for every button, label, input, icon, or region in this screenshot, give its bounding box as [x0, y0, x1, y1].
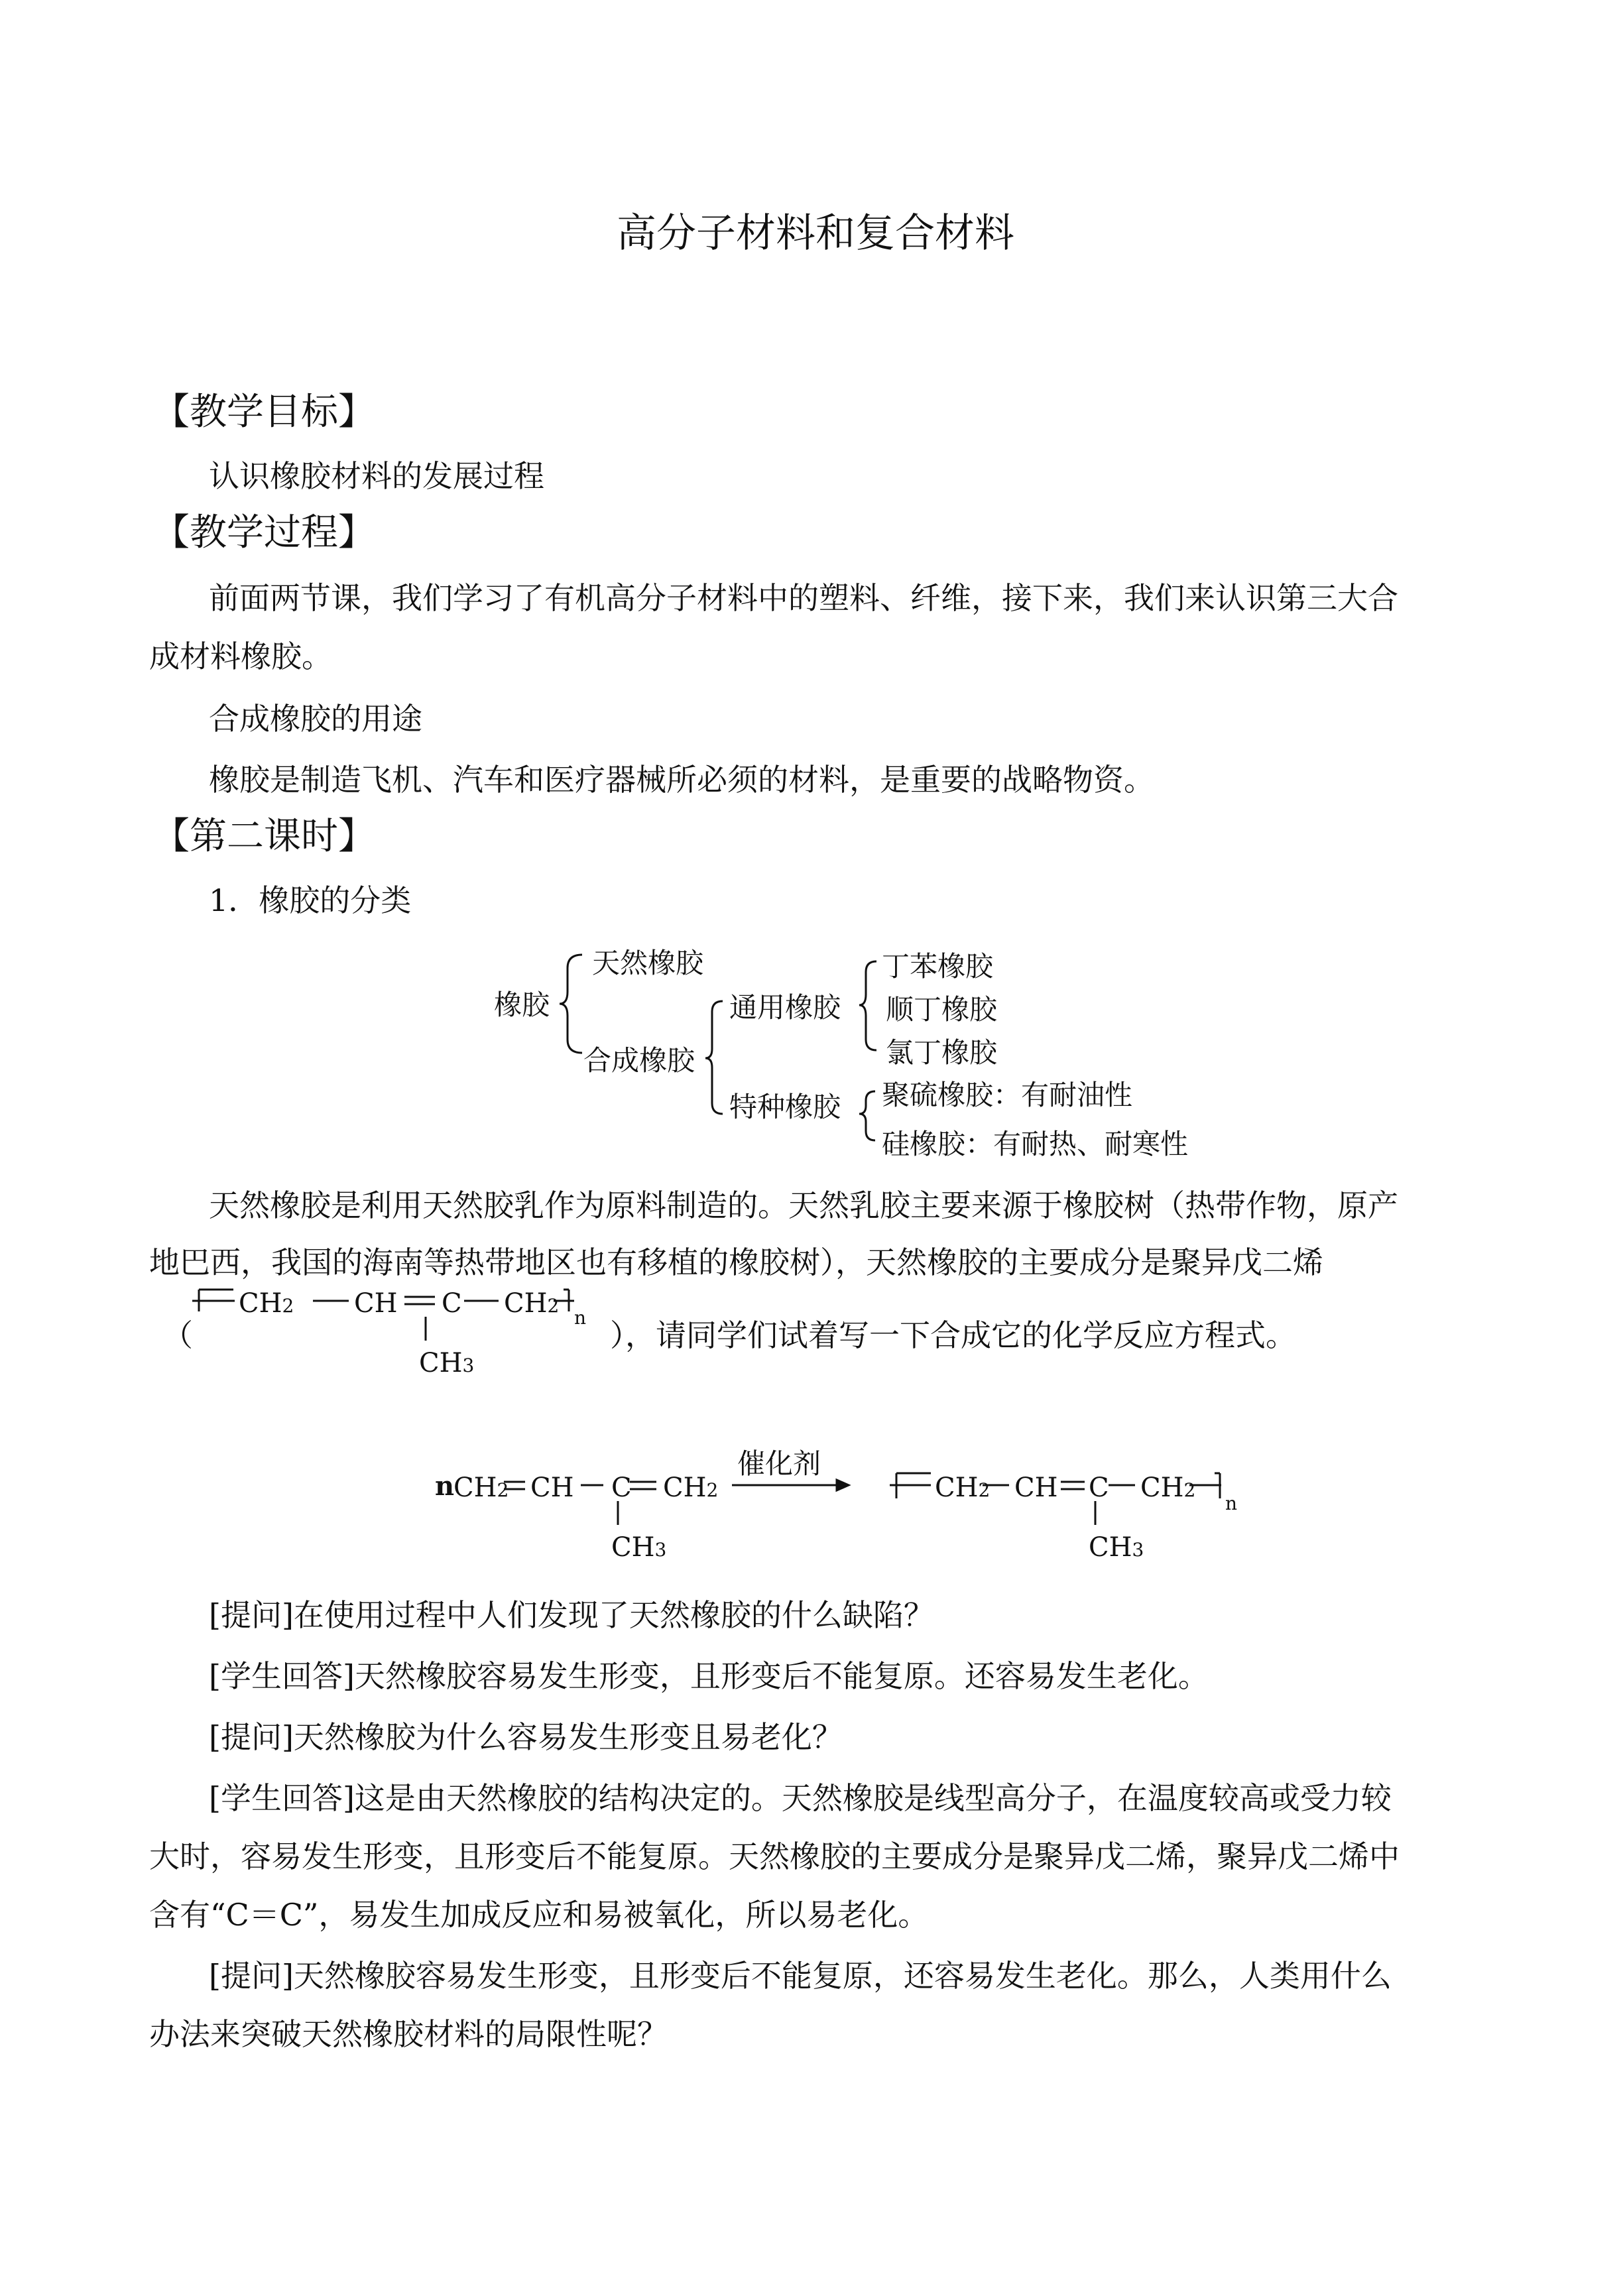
answer2-line-1: [学生回答]这是由天然橡胶的结构决定的。天然橡胶是线型高分子，在温度较高或受力较	[209, 1780, 1392, 1816]
objectives-text: 认识橡胶材料的发展过程	[209, 458, 544, 494]
poly-c: C	[442, 1288, 462, 1319]
product-ch2-b: CH2	[1140, 1473, 1196, 1503]
product-ch2-a: CH2	[935, 1473, 991, 1503]
answer2-line-3: 含有“C＝C”，易发生加成反应和易被氧化，所以易老化。	[149, 1897, 929, 1933]
poly-ch3: CH3	[419, 1348, 475, 1378]
class-special-item-2: 硅橡胶：有耐热、耐寒性	[882, 1128, 1189, 1160]
class-general: 通用橡胶	[729, 991, 841, 1024]
monomer-c: C	[611, 1473, 632, 1503]
qa-line-2: [学生回答]天然橡胶容易发生形变，且形变后不能复原。还容易发生老化。	[209, 1658, 1209, 1694]
monomer-ch2-a: CH2	[453, 1473, 509, 1503]
monomer-ch2-b: CH2	[663, 1473, 719, 1503]
item-1-classification: 1．橡胶的分类	[209, 882, 412, 918]
class-special: 特种橡胶	[729, 1091, 841, 1123]
section-heading-objectives: 【教学目标】	[152, 391, 375, 434]
answer2-line-2: 大时，容易发生形变，且形变后不能复原。天然橡胶的主要成分是聚异戊二烯，聚异戊二烯中	[149, 1839, 1400, 1874]
question3-line-2: 办法来突破天然橡胶材料的局限性呢？	[149, 2016, 668, 2052]
use-title: 合成橡胶的用途	[209, 701, 422, 737]
poly-ch: CH	[354, 1288, 398, 1319]
qa-line-1: [提问]在使用过程中人们发现了天然橡胶的什么缺陷？	[209, 1597, 934, 1633]
qa-line-3: [提问]天然橡胶为什么容易发生形变且易老化？	[209, 1719, 843, 1755]
question3-line-1: [提问]天然橡胶容易发生形变，且形变后不能复原，还容易发生老化。那么，人类用什么	[209, 1958, 1392, 1994]
paren-open: （	[162, 1317, 193, 1353]
poly-ch2-b: CH2	[504, 1288, 560, 1319]
class-natural: 天然橡胶	[592, 947, 704, 979]
monomer-ch: CH	[530, 1473, 574, 1503]
class-general-item-3: 氯丁橡胶	[886, 1036, 998, 1069]
catalyst-label: 催化剂	[737, 1447, 821, 1480]
monomer-ch3: CH3	[611, 1532, 667, 1563]
intro-line-1: 前面两节课，我们学习了有机高分子材料中的塑料、纤维，接下来，我们来认识第三大合	[209, 580, 1398, 616]
class-synthetic: 合成橡胶	[583, 1044, 695, 1077]
poly-ch2-a: CH2	[239, 1288, 294, 1319]
natural-rubber-line-3: ），请同学们试着写一下合成它的化学反应方程式。	[610, 1317, 1296, 1353]
reaction-coefficient: n	[435, 1471, 455, 1502]
class-general-item-1: 丁苯橡胶	[882, 950, 994, 983]
class-root: 橡胶	[494, 989, 550, 1021]
class-general-item-2: 顺丁橡胶	[886, 993, 998, 1026]
page-title: 高分子材料和复合材料	[617, 210, 1014, 257]
section-heading-lesson2: 【第二课时】	[152, 815, 375, 858]
section-heading-process: 【教学过程】	[152, 511, 375, 554]
natural-rubber-line-1: 天然橡胶是利用天然胶乳作为原料制造的。天然乳胶主要来源于橡胶树（热带作物，原产	[209, 1187, 1398, 1223]
class-special-item-1: 聚硫橡胶：有耐油性	[882, 1079, 1133, 1111]
product-ch: CH	[1014, 1473, 1058, 1503]
product-ch3: CH3	[1089, 1532, 1144, 1563]
use-text: 橡胶是制造飞机、汽车和医疗器械所必须的材料，是重要的战略物资。	[209, 762, 1154, 798]
natural-rubber-line-2: 地巴西，我国的海南等热带地区也有移植的橡胶树），天然橡胶的主要成分是聚异戊二烯	[149, 1244, 1323, 1280]
product-subscript-n: n	[1225, 1492, 1238, 1514]
product-c: C	[1089, 1473, 1109, 1503]
poly-subscript-n: n	[574, 1307, 587, 1329]
intro-line-2: 成材料橡胶。	[149, 638, 332, 674]
